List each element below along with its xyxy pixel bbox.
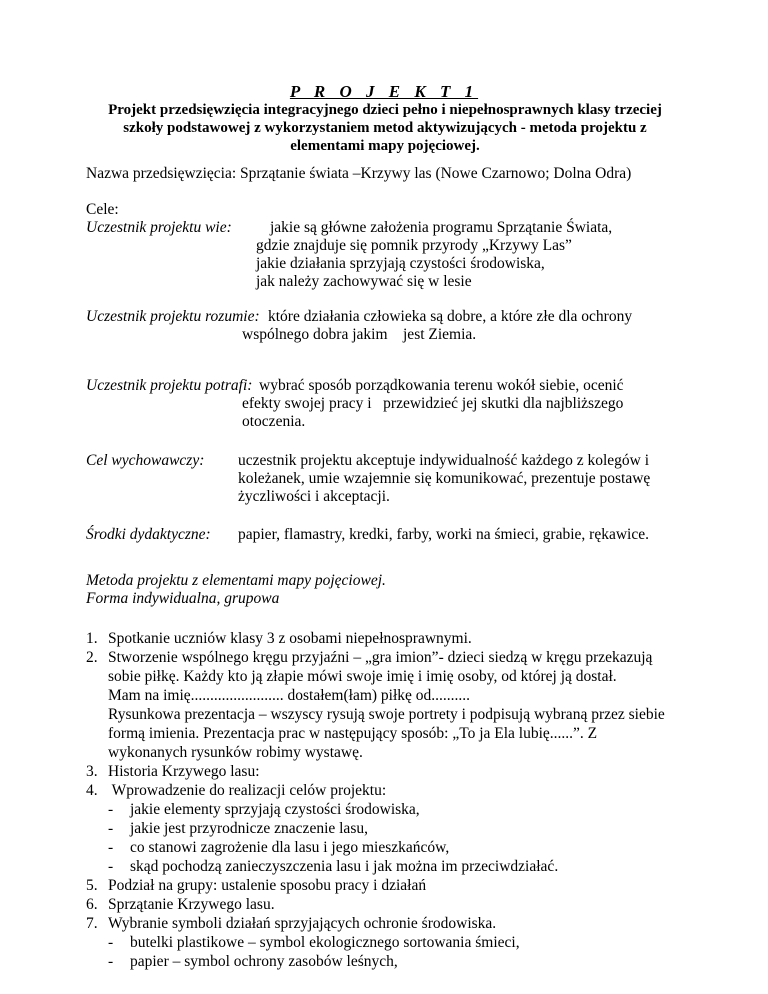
step-number: 2. (86, 649, 98, 666)
dash-bullet: - (108, 934, 114, 951)
sub-item-text: jakie jest przyrodnicze znaczenie lasu, (130, 820, 368, 837)
resources-text: papier, flamastry, kredki, farby, worki na śmieci, grabie, rękawice. (238, 526, 649, 543)
can-text: otoczenia. (242, 413, 306, 430)
list-item (86, 895, 726, 914)
sub-item (108, 952, 726, 971)
educational-goal-text: uczestnik projektu akceptuje indywidualność każdego z kolegów i (238, 452, 650, 469)
sub-item-text: jakie elementy sprzyjają czystości środowiska, (130, 801, 420, 818)
sub-item-text: co stanowi zagrożenie dla lasu i jego mieszkańców, (130, 839, 450, 856)
sub-item (108, 933, 726, 952)
dash-bullet: - (108, 820, 114, 837)
educational-goal-text: życzliwości i akceptacji. (238, 488, 390, 505)
step-text: sobie piłkę. Każdy kto ją złapie mówi swoje imię i imię osoby, od której ją dostał. (108, 668, 617, 685)
educational-goal-label: Cel wychowawczy: (86, 452, 205, 469)
step-text: formą imienia. Prezentacja prac w następujący sposób: „To ja Ela lubię......”. Z (108, 725, 598, 742)
understands-text: wspólnego dobra jakim jest Ziemia. (242, 326, 477, 343)
steps-list (86, 629, 726, 971)
dash-bullet: - (108, 858, 114, 875)
list-item (86, 876, 726, 895)
step-text: Spotkanie uczniów klasy 3 z osobami niepełnosprawnymi. (108, 630, 472, 647)
step-number: 5. (86, 877, 98, 894)
project-name-line: Nazwa przedsięwzięcia: Sprzątanie świata –Krzywy las (Nowe Czarnowo; Dolna Odra) (86, 165, 632, 182)
step-text: Mam na imię........................ dostałem(łam) piłkę od.......... (108, 687, 471, 704)
document-title: P R O J E K T 1 (289, 82, 479, 101)
sub-item (108, 857, 726, 876)
step-number: 3. (86, 763, 98, 780)
can-text: efekty swojej pracy i przewidzieć jej skutki dla najbliższego (242, 395, 624, 412)
step-text: Sprzątanie Krzywego lasu. (108, 896, 275, 913)
step-text: wykonanych rysunków robimy wystawę. (108, 744, 363, 761)
list-item (86, 781, 726, 876)
step-number: 7. (86, 915, 98, 932)
list-item (86, 648, 726, 762)
educational-goal-text: koleżanek, umie wzajemnie się komunikować, prezentuje postawę (238, 470, 651, 487)
list-item (86, 762, 726, 781)
step-text: Wprowadzenie do realizacji celów projektu: (108, 782, 387, 799)
knows-item: jakie są główne założenia programu Sprzątanie Świata, (270, 219, 613, 236)
dash-bullet: - (108, 801, 114, 818)
sub-item (108, 838, 726, 857)
document-subtitle: Projekt przedsięwzięcia integracyjnego dzieci pełno i niepełnosprawnych klasy trzeciej szkoły podstawowej z wykorzystaniem metod aktywizujących - metoda projektu z elementami mapy pojęciowej. (108, 102, 662, 154)
can-label: Uczestnik projektu potrafi: (86, 377, 253, 394)
step-text: Historia Krzywego lasu: (108, 763, 260, 780)
goals-heading: Cele: (86, 201, 119, 218)
dash-bullet: - (108, 953, 114, 970)
method-line: Metoda projektu z elementami mapy pojęciowej. (86, 572, 386, 589)
sub-item (108, 800, 726, 819)
sub-item-text: skąd pochodzą zanieczyszczenia lasu i jak można im przeciwdziałać. (130, 858, 559, 875)
step-text: Stworzenie wspólnego kręgu przyjaźni – „gra imion”- dzieci siedzą w kręgu przekazują (108, 649, 653, 666)
understands-text: które działania człowieka są dobre, a które złe dla ochrony (268, 308, 633, 325)
knows-item: jak należy zachowywać się w lesie (256, 273, 472, 290)
step-number: 6. (86, 896, 98, 913)
can-text: wybrać sposób porządkowania terenu wokół siebie, ocenić (259, 377, 624, 394)
step-text: Wybranie symboli działań sprzyjających ochronie środowiska. (108, 915, 497, 932)
step-number: 1. (86, 630, 98, 647)
sub-item-text: butelki plastikowe – symbol ekologicznego sortowania śmieci, (130, 934, 520, 951)
knows-item: jakie działania sprzyjają czystości środowiska, (256, 255, 545, 272)
knows-item: gdzie znajduje się pomnik przyrody „Krzywy Las” (256, 237, 572, 254)
understands-label: Uczestnik projektu rozumie: (86, 308, 260, 325)
knows-label: Uczestnik projektu wie: (86, 219, 232, 236)
sub-item-text: papier – symbol ochrony zasobów leśnych, (130, 953, 398, 970)
list-item (86, 914, 726, 971)
step-number: 4. (86, 782, 98, 799)
form-line: Forma indywidualna, grupowa (86, 590, 280, 607)
list-item (86, 629, 726, 648)
sub-item (108, 819, 726, 838)
step-text: Rysunkowa prezentacja – wszyscy rysują swoje portrety i podpisują wybraną przez siebie (108, 706, 665, 723)
step-text: Podział na grupy: ustalenie sposobu pracy i działań (108, 877, 427, 894)
resources-label: Środki dydaktyczne: (86, 526, 211, 543)
dash-bullet: - (108, 839, 114, 856)
